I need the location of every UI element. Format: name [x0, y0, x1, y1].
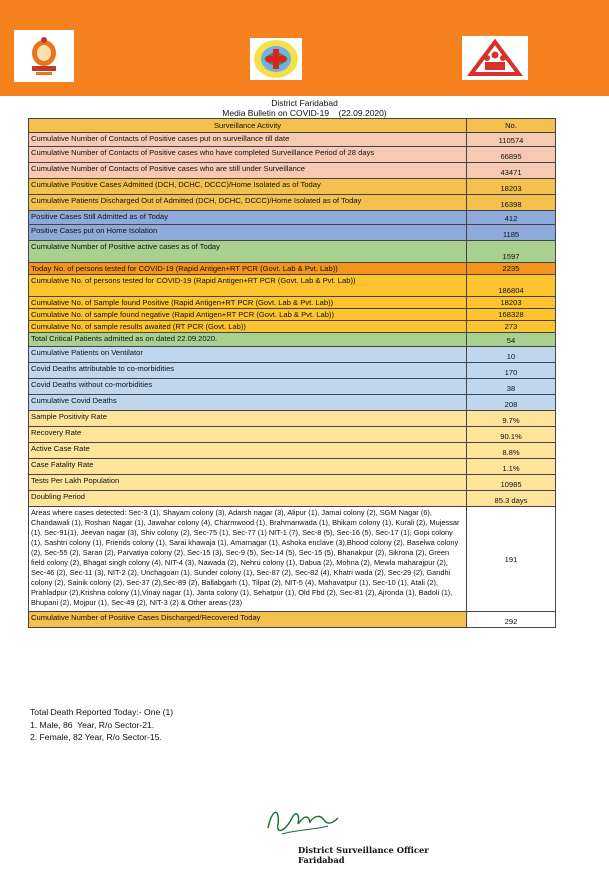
table-row [29, 475, 556, 491]
table-row [29, 133, 556, 147]
table-header-row [29, 119, 556, 133]
row-label: Cumulative No. of sample results awaited (RT PCR (Govt. Lab)) [29, 321, 467, 333]
row-value: 43471 [467, 163, 556, 179]
row-value: 110574 [467, 133, 556, 147]
table-row [29, 411, 556, 427]
column-header-activity: Surveillance Activity [29, 119, 467, 133]
table-row [29, 297, 556, 309]
table-body [29, 133, 556, 507]
row-value: 18203 [467, 179, 556, 195]
officer-location: Faridabad [298, 855, 345, 865]
district-title: District Faridabad [271, 98, 338, 108]
row-value: 85.3 days [467, 491, 556, 507]
row-label: Doubling Period [29, 491, 467, 507]
table-row [29, 309, 556, 321]
officer-title: District Surveillance Officer [298, 845, 429, 855]
table-row [29, 379, 556, 395]
row-label: Covid Deaths without co-morbidities [29, 379, 467, 395]
row-value: 10985 [467, 475, 556, 491]
bulletin-title: Media Bulletin on COVID-19 (22.09.2020) [222, 108, 387, 118]
row-label: Covid Deaths attributable to co-morbidities [29, 363, 467, 379]
row-label: Cumulative No. of Sample found Positive (Rapid Antigen+RT PCR (Govt. Lab & Pvt. Lab)) [29, 297, 467, 309]
signature-icon [262, 800, 342, 840]
row-label: Recovery Rate [29, 427, 467, 443]
row-label: Positive Cases Still Admitted as of Today [29, 211, 467, 225]
row-label: Tests Per Lakh Population [29, 475, 467, 491]
death-item-2: 2. Female, 82 Year, R/o Sector-15. [30, 732, 162, 742]
row-label: Sample Positivity Rate [29, 411, 467, 427]
discharged-label: Cumulative Number of Positive Cases Discharged/Recovered Today [29, 612, 467, 628]
table-row [29, 427, 556, 443]
table-row [29, 491, 556, 507]
row-value: 186804 [467, 275, 556, 297]
bulletin-header [0, 98, 609, 118]
row-label: Cumulative Patients on Ventilator [29, 347, 467, 363]
areas-text: Areas where cases detected: Sec-3 (1), Shayam colony (3), Adarsh nagar (3), Alipur (1), Jamai colony (2), SGM Nagar (6), Chandawali (1), Roshan Nagar (1), Jawahar colony (4), Charmwood (1), Brahmanwada (1), Bhikam colony (1), Kurali (2), Mujessar (1), Sec-91(1), Jeevan nagar (3), Shiv colony (2), Sec-75 (1), Sec-77 (1) NIT-1 (7), Sec-8 (5), Sec-16 (5), Sec-17 (1), Gopi colony (1), Sashtri colony (1), Friends colony (1), Sarai khawaja (1), Amarnagar (1), Ashoka enclave (3),Bhood colony (2), Baselwa colony (2), Sec-55 (2), Saran (2), Parvatiya colony (2), Sec-15 (3), Sec-9 (5), Sec-14 (5), Sec-15 (5), Bhanakpur (2), Sikrona (2), Green field colony (2), Bhagat singh colony (4), NIT-4 (3), Nawada (2), Nehru colony (1), Dabua (2), Mohna (2), Mewla maharajpur (2), Sec-46 (2), Sec-11 (3), NIT-2 (2), Unchagoan (1), Sunder colony (1), Sec-87 (2), Sec-82 (4), Khatri wada (2), Sec-29 (2), Gandhi colony (2), Sainik colony (2), Sec-37 (2),Sec-89 (2), Ballabgarh (1), Tilpat (2), NIT-5 (4), Mahavatpur (1), Sec-10 (1), Atali (2), Prahladpur (2),Krishna colony (1),Vinay nagar (1), Janta colony (1), Sehatpur (1), Old Fbd (2), Sec-81 (2), Ajronda (1), Badoli (1), Bhupani (2), Mojpur (1), Sec-49 (2), NIT-3 (2) & Other areas (23) [31, 508, 460, 607]
row-value: 273 [467, 321, 556, 333]
table-row [29, 363, 556, 379]
death-item-1: 1. Male, 86 Year, R/o Sector-21. [30, 719, 155, 730]
row-value: 170 [467, 363, 556, 379]
row-value: 54 [467, 333, 556, 347]
row-value: 2235 [467, 263, 556, 275]
table-row [29, 147, 556, 163]
row-value: 1.1% [467, 459, 556, 475]
table-row [29, 179, 556, 195]
surveillance-table [28, 118, 556, 628]
health-logo-icon [250, 38, 302, 80]
row-value: 90.1% [467, 427, 556, 443]
row-value: 412 [467, 211, 556, 225]
row-label: Case Fatality Rate [29, 459, 467, 475]
table-row [29, 163, 556, 179]
row-value: 16398 [467, 195, 556, 211]
row-value: 1185 [467, 225, 556, 241]
family-welfare-logo-icon [462, 36, 528, 80]
table-row [29, 321, 556, 333]
row-value: 168328 [467, 309, 556, 321]
table-row [29, 241, 556, 263]
areas-row [29, 507, 556, 612]
row-label: Cumulative Number of Contacts of Positive cases who have completed Surveillance Period of 28 days [29, 147, 467, 163]
discharged-row [29, 612, 556, 628]
row-label: Total Critical Patients admitted as on dated 22.09.2020. [29, 333, 467, 347]
table-row [29, 225, 556, 241]
areas-cell [29, 507, 467, 612]
row-value: 18203 [467, 297, 556, 309]
table-row [29, 333, 556, 347]
row-label: Today No. of persons tested for COVID-19 (Rapid Antigen+RT PCR (Govt. Lab & Pvt. Lab)) [29, 263, 467, 275]
deaths-section [30, 706, 173, 744]
row-value: 1597 [467, 241, 556, 263]
discharged-value: 292 [467, 612, 556, 628]
table-row [29, 275, 556, 297]
row-label: Cumulative Number of Contacts of Positive cases who are still under Surveillance [29, 163, 467, 179]
row-value: 10 [467, 347, 556, 363]
row-label: Cumulative Patients Discharged Out of Admitted (DCH, DCHC, DCCC)/Home Isolated as of Today [29, 195, 467, 211]
row-value: 208 [467, 395, 556, 411]
column-header-no: No. [467, 119, 556, 133]
deaths-summary: Total Death Reported Today:- One (1) [30, 707, 174, 717]
row-label: Cumulative Number of Contacts of Positive cases put on surveillance till date [29, 133, 467, 147]
row-value: 66895 [467, 147, 556, 163]
table-row [29, 347, 556, 363]
areas-value: 191 [467, 507, 556, 612]
row-label: Cumulative Positive Cases Admitted (DCH, DCHC, DCCC)/Home Isolated as of Today [29, 179, 467, 195]
signature-block [298, 845, 429, 865]
row-label: Positive Cases put on Home Isolation [29, 225, 467, 241]
table-row [29, 211, 556, 225]
table-row [29, 459, 556, 475]
row-value: 38 [467, 379, 556, 395]
row-value: 8.8% [467, 443, 556, 459]
row-label: Cumulative No. of sample found negative (Rapid Antigen+RT PCR (Govt. Lab & Pvt. Lab)) [29, 309, 467, 321]
table-row [29, 195, 556, 211]
row-value: 9.7% [467, 411, 556, 427]
row-label: Cumulative Covid Deaths [29, 395, 467, 411]
table-row [29, 263, 556, 275]
haryana-emblem-icon [14, 30, 74, 82]
table-row [29, 443, 556, 459]
row-label: Cumulative No. of persons tested for COVID-19 (Rapid Antigen+RT PCR (Govt. Lab & Pvt. Lab)) [29, 275, 467, 297]
row-label: Cumulative Number of Positive active cases as of Today [29, 241, 467, 263]
row-label: Active Case Rate [29, 443, 467, 459]
table-row [29, 395, 556, 411]
